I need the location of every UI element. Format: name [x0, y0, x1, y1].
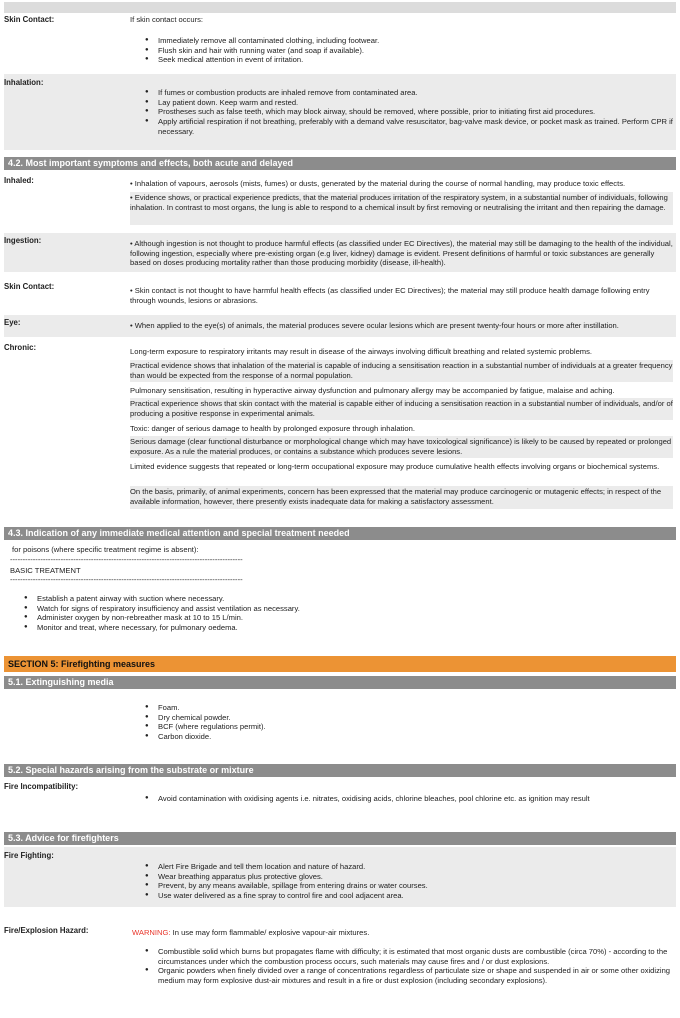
section-5-3-header: 5.3. Advice for firefighters — [4, 832, 676, 845]
fire-explosion-hazard-label: Fire/Explosion Hazard: — [4, 926, 89, 935]
fire-explosion-list — [145, 947, 675, 986]
list-item: ● Carbon dioxide. — [145, 732, 445, 742]
inhalation-label: Inhalation: — [4, 78, 44, 87]
skin-contact-intro: If skin contact occurs: — [130, 15, 204, 24]
list-item: ● Apply artificial respiration if not breathing, preferably with a demand valve resuscitator, bag-valve mask device, or pocket mask as trained. Perform CPR if necessary. — [145, 117, 675, 136]
chronic-paragraph: On the basis, primarily, of animal experiments, concern has been expressed that the material may produce carcinogenic or mutagenic effects; in respect of the available information, however, there presently exists inadequate data for making a satisfactory assessment. — [130, 486, 673, 509]
chronic-paragraph: Practical experience shows that skin contact with the material is capable either of inducing a sensitisation reaction in a substantial number of individuals, and/or of producing a positive response in experimental animals. — [130, 398, 673, 420]
fire-fighting-list — [145, 862, 670, 901]
list-item: ● Prevent, by any means available, spillage from entering drains or water courses. — [145, 881, 670, 891]
list-item: ● Seek medical attention in event of irritation. — [145, 55, 665, 65]
extinguishing-media-list — [145, 703, 445, 742]
skin-contact-effects-label: Skin Contact: — [4, 282, 55, 291]
list-item: ● Avoid contamination with oxidising agents i.e. nitrates, oxidising acids, chlorine bleaches, pool chlorine etc. as ignition may result — [145, 794, 670, 804]
top-divider — [4, 2, 676, 13]
skin-contact-effects-paragraph: • Skin contact is not thought to have harmful health effects (as classified under EC Directives); the material may still produce health damage following entry through wounds, lesions or abrasions. — [130, 286, 650, 305]
list-item: ● Lay patient down. Keep warm and rested. — [145, 98, 675, 108]
section-5-1-header: 5.1. Extinguishing media — [4, 676, 676, 689]
chronic-paragraph: Serious damage (clear functional disturbance or morphological change which may have toxicological significance) is likely to be caused by repeated or prolonged exposure. As a rule the material produces, or contains a substance which produces severe lesions. — [130, 436, 673, 458]
section-4-2-header: 4.2. Most important symptoms and effects, both acute and delayed — [4, 157, 676, 170]
warning-text: In use may form flammable/ explosive vapour-air mixtures. — [170, 928, 370, 937]
inhalation-list — [145, 88, 675, 137]
basic-treatment-list — [24, 594, 624, 633]
warning-word: WARNING: — [132, 928, 171, 937]
list-item: ● Prostheses such as false teeth, which may block airway, should be removed, where possible, prior to initiating first aid procedures. — [145, 107, 675, 117]
chronic-paragraph: Long-term exposure to respiratory irritants may result in disease of the airways involving difficult breathing and related systemic problems. — [130, 347, 593, 356]
skin-contact-label: Skin Contact: — [4, 15, 55, 24]
list-item: ● If fumes or combustion products are inhaled remove from contaminated area. — [145, 88, 675, 98]
inhaled-label: Inhaled: — [4, 176, 34, 185]
warning-line — [132, 928, 672, 938]
poisons-intro: for poisons (where specific treatment regime is absent): — [12, 545, 199, 554]
list-item: ● Watch for signs of respiratory insufficiency and assist ventilation as necessary. — [24, 604, 624, 614]
section-4-3-header: 4.3. Indication of any immediate medical attention and special treatment needed — [4, 527, 676, 540]
inhaled-paragraph-2: • Evidence shows, or practical experience predicts, that the material produces irritation of the respiratory system, in a substantial number of individuals, following inhalation. In contrast to most organs, the lung is able to respond to a chemical insult by first removing or neutralising the irritant and then repairing the damage. — [130, 192, 673, 225]
chronic-paragraph: Limited evidence suggests that repeated or long-term occupational exposure may produce cumulative health effects involving organs or biochemical systems. — [130, 462, 660, 471]
list-item: ● Immediately remove all contaminated clothing, including footwear. — [145, 36, 665, 46]
list-item: ● Organic powders when finely divided over a range of concentrations regardless of particulate size or shape and suspended in air or some other oxidizing medium may form explosive dust-air mixtures and result in a fire or dust explosion (including secondary explosions). — [145, 966, 675, 985]
chronic-label: Chronic: — [4, 343, 37, 352]
fire-incompatibility-label: Fire Incompatibility: — [4, 782, 79, 791]
basic-treatment-heading: BASIC TREATMENT — [10, 566, 81, 575]
dashed-divider: -------------------------------------------------------------------------------------------- — [10, 555, 243, 564]
chronic-paragraph: Practical evidence shows that inhalation of the material is capable of inducing a sensitisation reaction in a substantial number of individuals at a greater frequency than would be expected from the response of a normal population. — [130, 360, 673, 382]
skin-contact-list — [145, 36, 665, 65]
ingestion-paragraph: • Although ingestion is not thought to produce harmful effects (as classified under EC Directives), the material may still be damaging to the health of the individual, following ingestion, especially where pre-existing organ (e.g liver, kidney) damage is evident. Present definitions of harmful or toxic substances are generally based on doses producing mortality rather than those producing morbidity (disease, ill-health). — [130, 239, 673, 268]
list-item: ● Flush skin and hair with running water (and soap if available). — [145, 46, 665, 56]
eye-label: Eye: — [4, 318, 21, 327]
section-5-2-header: 5.2. Special hazards arising from the substrate or mixture — [4, 764, 676, 777]
section-5-header: SECTION 5: Firefighting measures — [4, 656, 676, 672]
list-item: ● Alert Fire Brigade and tell them location and nature of hazard. — [145, 862, 670, 872]
list-item: ● Use water delivered as a fine spray to control fire and cool adjacent area. — [145, 891, 670, 901]
list-item: ● Administer oxygen by non-rebreather mask at 10 to 15 L/min. — [24, 613, 624, 623]
ingestion-label: Ingestion: — [4, 236, 42, 245]
list-item: ● Foam. — [145, 703, 445, 713]
list-item: ● Wear breathing apparatus plus protective gloves. — [145, 872, 670, 882]
dashed-divider: -------------------------------------------------------------------------------------------- — [10, 575, 243, 584]
chronic-paragraph: Toxic: danger of serious damage to health by prolonged exposure through inhalation. — [130, 424, 415, 433]
inhaled-paragraph-1: • Inhalation of vapours, aerosols (mists, fumes) or dusts, generated by the material during the course of normal handling, may produce toxic effects. — [130, 179, 626, 188]
chronic-paragraph: Pulmonary sensitisation, resulting in hyperactive airway dysfunction and pulmonary allergy may be accompanied by fatigue, malaise and aching. — [130, 386, 615, 395]
list-item: ● Combustible solid which burns but propagates flame with difficulty; it is estimated that most organic dusts are combustible (circa 70%) - according to the circumstances under which the combustion process occurs, such materials may cause fires and / or dust explosions. — [145, 947, 675, 966]
list-item: ● Dry chemical powder. — [145, 713, 445, 723]
fire-fighting-label: Fire Fighting: — [4, 851, 54, 860]
list-item: ● Monitor and treat, where necessary, for pulmonary oedema. — [24, 623, 624, 633]
list-item: ● Establish a patent airway with suction where necessary. — [24, 594, 624, 604]
eye-paragraph: • When applied to the eye(s) of animals, the material produces severe ocular lesions which are present twenty-four hours or more after instillation. — [130, 321, 619, 330]
list-item: ● BCF (where regulations permit). — [145, 722, 445, 732]
fire-incompatibility-list — [145, 794, 670, 804]
